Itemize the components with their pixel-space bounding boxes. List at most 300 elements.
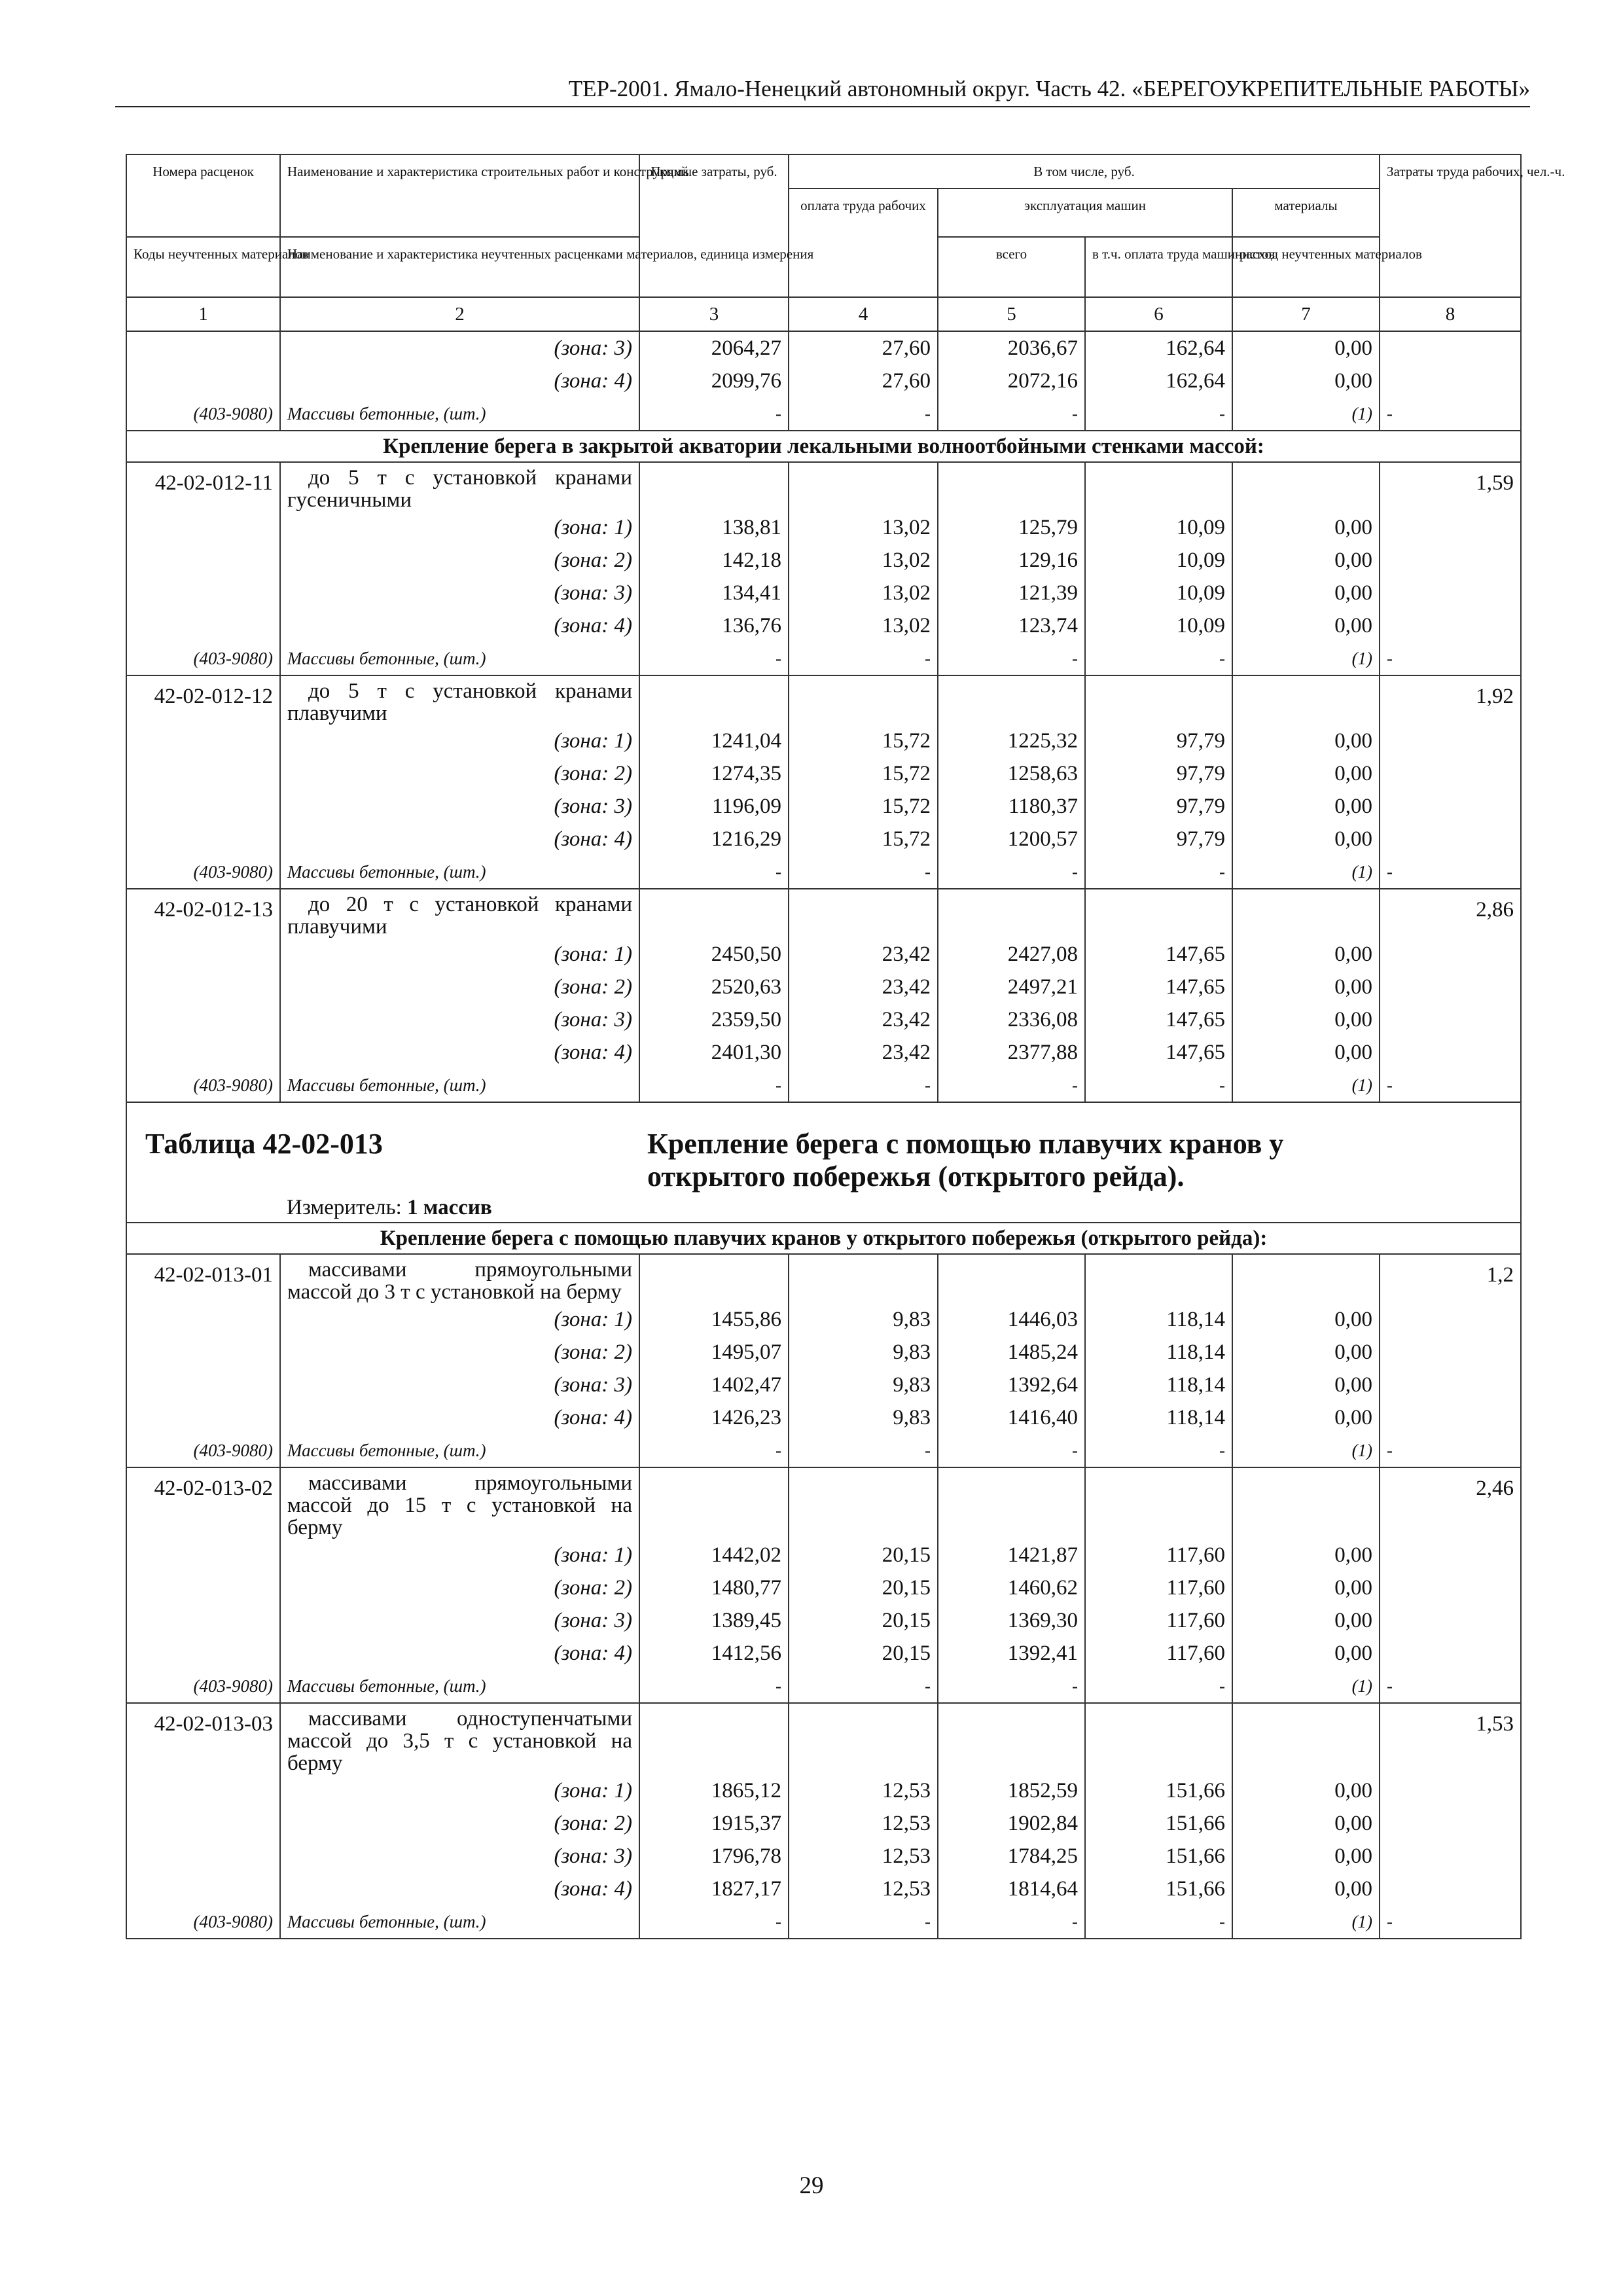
wage-cost: 15,72 (789, 757, 938, 790)
zone-row (126, 365, 1521, 397)
machinist-wage: 97,79 (1085, 757, 1232, 790)
labor-cost: 1,92 (1380, 675, 1521, 725)
rate-code: 42-02-013-03 (126, 1703, 280, 1774)
material-row (126, 1670, 1521, 1703)
rate-description: массивами прямоугольными массой до 3 т с установкой на берму (280, 1254, 639, 1303)
col-header-material-name: Наименование и характеристика неучтенных расценками материалов, единица измерения (280, 237, 639, 297)
col-header-machines: эксплуатация машин (938, 188, 1232, 237)
machine-cost: 1485,24 (938, 1336, 1085, 1369)
machine-cost: 1392,41 (938, 1637, 1085, 1670)
zone-label: (зона: 1) (280, 511, 639, 544)
wage-cost: 27,60 (789, 365, 938, 397)
machine-cost: 1814,64 (938, 1873, 1085, 1905)
zone-row (126, 1807, 1521, 1840)
wage-cost: 9,83 (789, 1401, 938, 1434)
table-title-row (126, 1102, 1521, 1193)
material-cost: 0,00 (1232, 1637, 1380, 1670)
labor-cost: 2,46 (1380, 1467, 1521, 1539)
material-mach-wage: - (1085, 1670, 1232, 1703)
zone-label: (зона: 2) (280, 971, 639, 1003)
zone-label: (зона: 4) (280, 823, 639, 855)
zone-label: (зона: 4) (280, 609, 639, 642)
wage-cost: 15,72 (789, 725, 938, 757)
wage-cost: 12,53 (789, 1774, 938, 1807)
material-labor: - (1380, 397, 1521, 431)
col-header-labor: Затраты труда рабочих, чел.-ч. (1380, 154, 1521, 297)
material-labor: - (1380, 1670, 1521, 1703)
material-code: (403-9080) (126, 1069, 280, 1102)
zone-row (126, 1539, 1521, 1571)
machine-cost: 1369,30 (938, 1604, 1085, 1637)
material-cost: 0,00 (1232, 1303, 1380, 1336)
zone-row (126, 1873, 1521, 1905)
zone-row (126, 1571, 1521, 1604)
material-cost: 0,00 (1232, 790, 1380, 823)
material-cost: 0,00 (1232, 1401, 1380, 1434)
material-quantity: (1) (1232, 642, 1380, 675)
machinist-wage: 97,79 (1085, 725, 1232, 757)
col-number: 8 (1380, 297, 1521, 331)
material-row (126, 855, 1521, 889)
col-number: 3 (639, 297, 789, 331)
material-quantity: (1) (1232, 397, 1380, 431)
zone-label: (зона: 1) (280, 1539, 639, 1571)
machine-cost: 1180,37 (938, 790, 1085, 823)
col-number: 6 (1085, 297, 1232, 331)
material-mach: - (938, 642, 1085, 675)
material-mach-wage: - (1085, 642, 1232, 675)
direct-cost: 1495,07 (639, 1336, 789, 1369)
material-code: (403-9080) (126, 1670, 280, 1703)
material-cost: 0,00 (1232, 1539, 1380, 1571)
material-mach: - (938, 855, 1085, 889)
machinist-wage: 151,66 (1085, 1774, 1232, 1807)
machine-cost: 1446,03 (938, 1303, 1085, 1336)
rate-description: массивами прямоугольными массой до 15 т с установкой на берму (280, 1467, 639, 1539)
table-caption: Крепление берега с помощью плавучих кранов у открытого побережья (открытого рейда). (647, 1128, 1284, 1193)
machine-cost: 123,74 (938, 609, 1085, 642)
direct-cost: 136,76 (639, 609, 789, 642)
rate-description: до 5 т с установкой кранами гусеничными (280, 462, 639, 511)
zone-label: (зона: 4) (280, 365, 639, 397)
material-cost: 0,00 (1232, 331, 1380, 365)
direct-cost: 1402,47 (639, 1369, 789, 1401)
wage-cost: 20,15 (789, 1539, 938, 1571)
zone-label: (зона: 3) (280, 331, 639, 365)
zone-row (126, 725, 1521, 757)
machinist-wage: 10,09 (1085, 511, 1232, 544)
material-direct: - (639, 1905, 789, 1939)
col-header-direct-costs: Прямые затраты, руб. (639, 154, 789, 297)
zone-label: (зона: 3) (280, 790, 639, 823)
zone-label: (зона: 3) (280, 1840, 639, 1873)
zone-label: (зона: 3) (280, 577, 639, 609)
material-cost: 0,00 (1232, 609, 1380, 642)
wage-cost: 12,53 (789, 1807, 938, 1840)
material-code: (403-9080) (126, 1434, 280, 1467)
machine-cost: 2336,08 (938, 1003, 1085, 1036)
machine-cost: 1392,64 (938, 1369, 1085, 1401)
material-cost: 0,00 (1232, 1604, 1380, 1637)
material-cost: 0,00 (1232, 544, 1380, 577)
machinist-wage: 118,14 (1085, 1369, 1232, 1401)
direct-cost: 1915,37 (639, 1807, 789, 1840)
material-row (126, 642, 1521, 675)
material-quantity: (1) (1232, 1670, 1380, 1703)
rate-code: 42-02-012-13 (126, 889, 280, 938)
material-cost: 0,00 (1232, 1840, 1380, 1873)
direct-cost: 1796,78 (639, 1840, 789, 1873)
meter-value: 1 массив (407, 1196, 492, 1219)
col-header-mach-wage: в т.ч. оплата труда машинистов (1085, 237, 1232, 297)
material-labor: - (1380, 1069, 1521, 1102)
machinist-wage: 151,66 (1085, 1807, 1232, 1840)
material-labor: - (1380, 1434, 1521, 1467)
material-quantity: (1) (1232, 1069, 1380, 1102)
machinist-wage: 118,14 (1085, 1303, 1232, 1336)
zone-row (126, 971, 1521, 1003)
material-wage: - (789, 1069, 938, 1102)
zone-row (126, 609, 1521, 642)
wage-cost: 9,83 (789, 1369, 938, 1401)
machinist-wage: 117,60 (1085, 1539, 1232, 1571)
col-header-group: В том числе, руб. (789, 154, 1380, 188)
col-number: 5 (938, 297, 1085, 331)
wage-cost: 12,53 (789, 1840, 938, 1873)
rate-code: 42-02-013-01 (126, 1254, 280, 1303)
direct-cost: 2099,76 (639, 365, 789, 397)
material-cost: 0,00 (1232, 938, 1380, 971)
material-direct: - (639, 855, 789, 889)
zone-label: (зона: 4) (280, 1036, 639, 1069)
zone-label: (зона: 3) (280, 1369, 639, 1401)
direct-cost: 2401,30 (639, 1036, 789, 1069)
material-direct: - (639, 1434, 789, 1467)
machine-cost: 1225,32 (938, 725, 1085, 757)
wage-cost: 20,15 (789, 1571, 938, 1604)
wage-cost: 27,60 (789, 331, 938, 365)
machine-cost: 1852,59 (938, 1774, 1085, 1807)
wage-cost: 23,42 (789, 971, 938, 1003)
direct-cost: 1274,35 (639, 757, 789, 790)
zone-row (126, 1303, 1521, 1336)
direct-cost: 2520,63 (639, 971, 789, 1003)
meter-label: Измеритель: (287, 1196, 402, 1219)
material-mach: - (938, 1434, 1085, 1467)
material-mach-wage: - (1085, 1434, 1232, 1467)
material-direct: - (639, 397, 789, 431)
material-name: Массивы бетонные, (шт.) (280, 642, 639, 675)
direct-cost: 2064,27 (639, 331, 789, 365)
table-title: Таблица 42-02-013 (126, 1102, 639, 1193)
material-cost: 0,00 (1232, 823, 1380, 855)
wage-cost: 12,53 (789, 1873, 938, 1905)
machine-cost: 1902,84 (938, 1807, 1085, 1840)
wage-cost: 13,02 (789, 609, 938, 642)
material-direct: - (639, 642, 789, 675)
material-code: (403-9080) (126, 1905, 280, 1939)
direct-cost: 1241,04 (639, 725, 789, 757)
material-labor: - (1380, 1905, 1521, 1939)
zone-label: (зона: 1) (280, 938, 639, 971)
machinist-wage: 147,65 (1085, 1036, 1232, 1069)
direct-cost: 1216,29 (639, 823, 789, 855)
machine-cost: 2497,21 (938, 971, 1085, 1003)
machinist-wage: 97,79 (1085, 823, 1232, 855)
machine-cost: 2072,16 (938, 365, 1085, 397)
zone-label: (зона: 2) (280, 1807, 639, 1840)
direct-cost: 2450,50 (639, 938, 789, 971)
zone-row (126, 577, 1521, 609)
zone-label: (зона: 4) (280, 1873, 639, 1905)
machine-cost: 121,39 (938, 577, 1085, 609)
direct-cost: 1389,45 (639, 1604, 789, 1637)
labor-cost: 1,53 (1380, 1703, 1521, 1774)
zone-label: (зона: 2) (280, 757, 639, 790)
wage-cost: 9,83 (789, 1303, 938, 1336)
carry-over-rows (126, 331, 1521, 431)
material-labor: - (1380, 642, 1521, 675)
wage-cost: 20,15 (789, 1604, 938, 1637)
zone-row (126, 1003, 1521, 1036)
zone-label: (зона: 3) (280, 1003, 639, 1036)
col-header-material-use: расход неучтенных материалов (1232, 237, 1380, 297)
machine-cost: 2036,67 (938, 331, 1085, 365)
material-mach: - (938, 1069, 1085, 1102)
material-code: (403-9080) (126, 642, 280, 675)
direct-cost: 1480,77 (639, 1571, 789, 1604)
zone-row (126, 1637, 1521, 1670)
material-mach: - (938, 1905, 1085, 1939)
zone-row (126, 1336, 1521, 1369)
direct-cost: 1196,09 (639, 790, 789, 823)
material-code: (403-9080) (126, 855, 280, 889)
machine-cost: 1421,87 (938, 1539, 1085, 1571)
zone-label: (зона: 1) (280, 1774, 639, 1807)
material-cost: 0,00 (1232, 1036, 1380, 1069)
material-wage: - (789, 1670, 938, 1703)
material-quantity: (1) (1232, 1905, 1380, 1939)
rate-row (126, 462, 1521, 511)
zone-label: (зона: 2) (280, 1336, 639, 1369)
material-direct: - (639, 1670, 789, 1703)
zone-label: (зона: 2) (280, 1571, 639, 1604)
zone-label: (зона: 4) (280, 1637, 639, 1670)
wage-cost: 13,02 (789, 511, 938, 544)
material-cost: 0,00 (1232, 1774, 1380, 1807)
zone-row (126, 757, 1521, 790)
material-quantity: (1) (1232, 855, 1380, 889)
machine-cost: 2427,08 (938, 938, 1085, 971)
direct-cost: 1442,02 (639, 1539, 789, 1571)
rate-description: массивами одноступенчатыми массой до 3,5 т с установкой на берму (280, 1703, 639, 1774)
wage-cost: 9,83 (789, 1336, 938, 1369)
machinist-wage: 97,79 (1085, 790, 1232, 823)
section-title-row (126, 431, 1521, 462)
direct-cost: 1412,56 (639, 1637, 789, 1670)
material-wage: - (789, 642, 938, 675)
zone-row (126, 1036, 1521, 1069)
machine-cost: 1258,63 (938, 757, 1085, 790)
machinist-wage: 117,60 (1085, 1637, 1232, 1670)
section-title-row (126, 1223, 1521, 1254)
rate-row (126, 1467, 1521, 1539)
col-number: 1 (126, 297, 280, 331)
direct-cost: 138,81 (639, 511, 789, 544)
material-name: Массивы бетонные, (шт.) (280, 1905, 639, 1939)
material-cost: 0,00 (1232, 1369, 1380, 1401)
section-title: Крепление берега с помощью плавучих кранов у открытого побережья (открытого рейда): (126, 1223, 1521, 1254)
zone-row (126, 1401, 1521, 1434)
material-name: Массивы бетонные, (шт.) (280, 1434, 639, 1467)
machinist-wage: 10,09 (1085, 577, 1232, 609)
material-wage: - (789, 855, 938, 889)
material-mach-wage: - (1085, 855, 1232, 889)
material-name: Массивы бетонные, (шт.) (280, 855, 639, 889)
zone-row (126, 1774, 1521, 1807)
machinist-wage: 147,65 (1085, 971, 1232, 1003)
material-mach-wage: - (1085, 397, 1232, 431)
meter-row (126, 1193, 1521, 1223)
material-mach: - (938, 1670, 1085, 1703)
direct-cost: 1865,12 (639, 1774, 789, 1807)
material-cost: 0,00 (1232, 577, 1380, 609)
material-cost: 0,00 (1232, 365, 1380, 397)
material-row (126, 397, 1521, 431)
machine-cost: 1784,25 (938, 1840, 1085, 1873)
material-cost: 0,00 (1232, 1003, 1380, 1036)
zone-row (126, 823, 1521, 855)
material-cost: 0,00 (1232, 971, 1380, 1003)
material-row (126, 1905, 1521, 1939)
machinist-wage: 162,64 (1085, 331, 1232, 365)
machine-cost: 2377,88 (938, 1036, 1085, 1069)
labor-cost: 1,2 (1380, 1254, 1521, 1303)
material-wage: - (789, 1905, 938, 1939)
material-wage: - (789, 397, 938, 431)
machinist-wage: 117,60 (1085, 1604, 1232, 1637)
material-row (126, 1434, 1521, 1467)
machinist-wage: 10,09 (1085, 609, 1232, 642)
zone-row (126, 1369, 1521, 1401)
zone-label: (зона: 3) (280, 1604, 639, 1637)
rate-row (126, 1703, 1521, 1774)
machinist-wage: 10,09 (1085, 544, 1232, 577)
machine-cost: 125,79 (938, 511, 1085, 544)
zone-label: (зона: 4) (280, 1401, 639, 1434)
machine-cost: 1416,40 (938, 1401, 1085, 1434)
wage-cost: 13,02 (789, 544, 938, 577)
rate-code: 42-02-013-02 (126, 1467, 280, 1539)
zone-row (126, 331, 1521, 365)
machine-cost: 1460,62 (938, 1571, 1085, 1604)
rate-code: 42-02-012-11 (126, 462, 280, 511)
direct-cost: 1455,86 (639, 1303, 789, 1336)
machinist-wage: 147,65 (1085, 938, 1232, 971)
rate-row (126, 675, 1521, 725)
material-mach-wage: - (1085, 1905, 1232, 1939)
col-number: 2 (280, 297, 639, 331)
labor-cost: 2,86 (1380, 889, 1521, 938)
page-number: 29 (799, 2172, 824, 2199)
material-cost: 0,00 (1232, 1807, 1380, 1840)
zone-row (126, 1840, 1521, 1873)
wage-cost: 20,15 (789, 1637, 938, 1670)
direct-cost: 1426,23 (639, 1401, 789, 1434)
col-header-materials: материалы (1232, 188, 1380, 237)
direct-cost: 2359,50 (639, 1003, 789, 1036)
col-number: 4 (789, 297, 938, 331)
rate-code: 42-02-012-12 (126, 675, 280, 725)
rate-description: до 20 т с установкой кранами плавучими (280, 889, 639, 938)
material-name: Массивы бетонные, (шт.) (280, 397, 639, 431)
rate-row (126, 1254, 1521, 1303)
machinist-wage: 151,66 (1085, 1840, 1232, 1873)
zone-label: (зона: 1) (280, 1303, 639, 1336)
material-mach-wage: - (1085, 1069, 1232, 1102)
col-header-mach-total: всего (938, 237, 1085, 297)
material-labor: - (1380, 855, 1521, 889)
material-cost: 0,00 (1232, 1336, 1380, 1369)
zone-row (126, 1604, 1521, 1637)
wage-cost: 23,42 (789, 1003, 938, 1036)
direct-cost: 134,41 (639, 577, 789, 609)
material-name: Массивы бетонные, (шт.) (280, 1069, 639, 1102)
machinist-wage: 162,64 (1085, 365, 1232, 397)
material-mach: - (938, 397, 1085, 431)
material-code: (403-9080) (126, 397, 280, 431)
material-row (126, 1069, 1521, 1102)
direct-cost: 1827,17 (639, 1873, 789, 1905)
machinist-wage: 147,65 (1085, 1003, 1232, 1036)
wage-cost: 13,02 (789, 577, 938, 609)
machine-cost: 129,16 (938, 544, 1085, 577)
material-cost: 0,00 (1232, 1873, 1380, 1905)
zone-label: (зона: 1) (280, 725, 639, 757)
col-header-wage: оплата труда рабочих (789, 188, 938, 297)
material-wage: - (789, 1434, 938, 1467)
wage-cost: 15,72 (789, 823, 938, 855)
labor-cost: 1,59 (1380, 462, 1521, 511)
column-numbers-row (126, 297, 1521, 331)
section-title: Крепление берега в закрытой акватории лекальными волноотбойными стенками массой: (126, 431, 1521, 462)
material-cost: 0,00 (1232, 725, 1380, 757)
rate-description: до 5 т с установкой кранами плавучими (280, 675, 639, 725)
rates-table (126, 154, 1565, 1939)
zone-row (126, 938, 1521, 971)
machinist-wage: 118,14 (1085, 1401, 1232, 1434)
rate-row (126, 889, 1521, 938)
material-cost: 0,00 (1232, 757, 1380, 790)
zone-row (126, 511, 1521, 544)
material-quantity: (1) (1232, 1434, 1380, 1467)
material-cost: 0,00 (1232, 511, 1380, 544)
col-header-material-codes: Коды неучтенных материалов (126, 237, 280, 297)
machinist-wage: 151,66 (1085, 1873, 1232, 1905)
col-header-rate-numbers: Номера расценок (126, 154, 280, 237)
wage-cost: 15,72 (789, 790, 938, 823)
material-name: Массивы бетонные, (шт.) (280, 1670, 639, 1703)
col-number: 7 (1232, 297, 1380, 331)
machinist-wage: 118,14 (1085, 1336, 1232, 1369)
zone-row (126, 790, 1521, 823)
page-header: ТЕР-2001. Ямало-Ненецкий автономный округ. Часть 42. «БЕРЕГОУКРЕПИТЕЛЬНЫЕ РАБОТЫ» (115, 72, 1530, 107)
section-2-items (126, 1254, 1521, 1939)
material-direct: - (639, 1069, 789, 1102)
wage-cost: 23,42 (789, 938, 938, 971)
direct-cost: 142,18 (639, 544, 789, 577)
machine-cost: 1200,57 (938, 823, 1085, 855)
